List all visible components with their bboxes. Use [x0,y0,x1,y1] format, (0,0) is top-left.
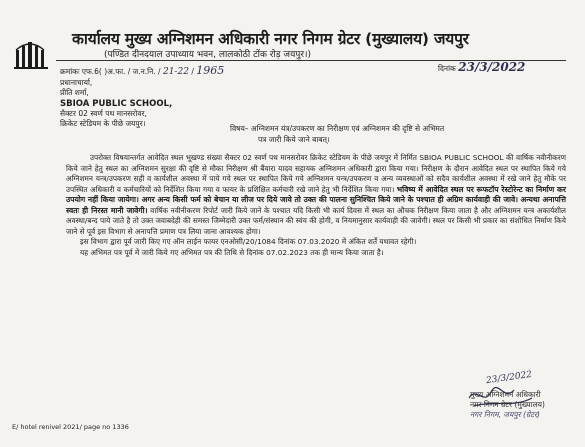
letter-body [66,153,566,258]
addressee-school: SBIOA PUBLIC SCHOOL, [60,98,173,109]
addressee-street: सैक्टर 02 स्वर्ण पथ मानसरोवर, [60,108,147,118]
body-cancellation-bold: अन्यथा अनापत्ति स्वतः ही निरस्त मानी जावेगी। [66,195,566,215]
signatory-seal [470,390,545,420]
subject-block [230,124,565,145]
body-text-renewal: वार्षिक नवीनीकरण रिपोर्ट जारी किये जाने के पश्चात यदि किसी भी कार्य दिवस में स्थल का औचक निरीक्षण किया जाता है और अग्निशमन यन्त्र अकार्यशील अवस्था/बन्द पाये जाते है तो उक्त जवाबदेही की समस्त जिम्मेदारी उक्त फर्म/संस्थान की स्वंय की होगी, व नियमानुसार कार्यवाही की जावेगी। स्थल पर किसी भी प्रकार का संशोधित निर्माण किये जाने से पूर्व इस विभाग से अनापत्ति प्रमाण पत्र लिया जाना आवश्यक होगा। [66,205,566,236]
office-address: (पण्डित दीनदयाल उपाध्याय भवन, लालकोठी टोंक रोड़ जयपुर।) [104,50,312,60]
signature-date: 23/3/2022 [485,369,533,387]
office-title: कार्यालय मुख्य अग्निशमन अधिकारी नगर निगम ग्रेटर (मुख्यालय) जयपुर [72,30,469,48]
reference-prefix: क्रमांकः एफ.6( )अ.फा. / ज.न.नि. / [60,67,161,76]
reference-handwritten-year: 21-22 [162,67,189,77]
body-paragraph [66,153,566,237]
addressee-block [60,78,172,129]
signatory-designation: मुख्य अग्निशमन अधिकारी [470,390,541,399]
reference-separator: / [191,67,194,76]
signatory-office: नगर निगम ग्रेटर (मुख्यालय) [470,400,545,409]
date-handwritten: 23/3/2022 [458,60,526,74]
subject-line-1: विषय– अग्निशमन यंत्र/उपकरण का निरीक्षण एवं अग्निशमन की दृष्टि से अभिमत [230,124,445,133]
body-paragraph-validity: यह अभिमत पत्र पूर्व में जारी किये गए अभिमत पत्र की तिथि से दिनांक 07.02.2023 तक ही मान्य किया जाता है। [80,247,384,257]
file-reference-footer: E/ hotel renivel 2021/ page no 1336 [12,423,129,431]
addressee-designation: प्रधानाचार्या, [60,78,93,87]
issue-date [438,60,525,74]
date-label: दिनांक [438,64,456,73]
municipal-corporation-logo-icon [14,40,50,70]
signatory-stamp: नगर निगम, जयपुर (ग्रेटर) [470,410,540,419]
body-text-inspection: उपरोक्त विषयान्तर्गत आवेदित स्थल भूखण्ड संख्या सैक्टर 02 स्वर्ण पथ मानसरोवर क्रिकेट स्टेडियम के पीछे जयपुर में निर्मित SBIOA PUBLIC SCHOOL की वार्षिक नवीनीकरण किये जाने हेतु स्थल का अग्निशमन सुरक्षा की दृष्टि से मौका निरीक्षण श्री बैंवारा यादव सहायक अग्निशमन अधिकारी द्वारा किया गया। निरीक्षण के दौरान आवेदित स्थल पर स्थापित किये गये अग्निशमन यन्त्र/उपकरण सही व कार्यशील अवस्था में पाये गये स्थल पर स्थापित किये गये अग्निशमन यन्त्र/उपकरण व अन्य व्यवस्थाओं को सदैव कार्यशील अवस्था में रखे जाने हेतु मौके पर उपस्थित अधिकारी व कर्मचारियों को निर्देशित किया गया व फायर के प्रशिक्षित कर्मचारी रखे जाने हेतु भी निर्देशित किया गया। [66,153,566,194]
body-paragraph-noc: इस विभाग द्वारा पूर्व जारी किए गए ऑन लाईन फायर एनओसी/20/1084 दिनांक 07.03.2020 में अंकित शर्तें यथावत रहेगी। [80,237,417,246]
reference-handwritten-number: 1965 [196,64,225,77]
body-condition-bold: भविष्य में आवेदित स्थल पर रूफटॉप रेस्टोरेन्ट का निर्माण कर उपयोग नहीं किया जायेगा। अगर अन्य किसी फर्म को बेचान या लीज पर दिये जावे तो उक्त की पालना सुनिश्चित किये जाने के पश्चात ही अग्रिम कार्यवाही की जावे। [66,184,566,204]
addressee-city: क्रिकेट स्टेडियम के पीछे जयपुर। [60,119,146,129]
reference-number [60,64,224,77]
subject-line-2: पत्र जारी किये जाने बाबत्। [258,134,330,144]
addressee-name: प्रीति शर्मा, [60,88,89,98]
